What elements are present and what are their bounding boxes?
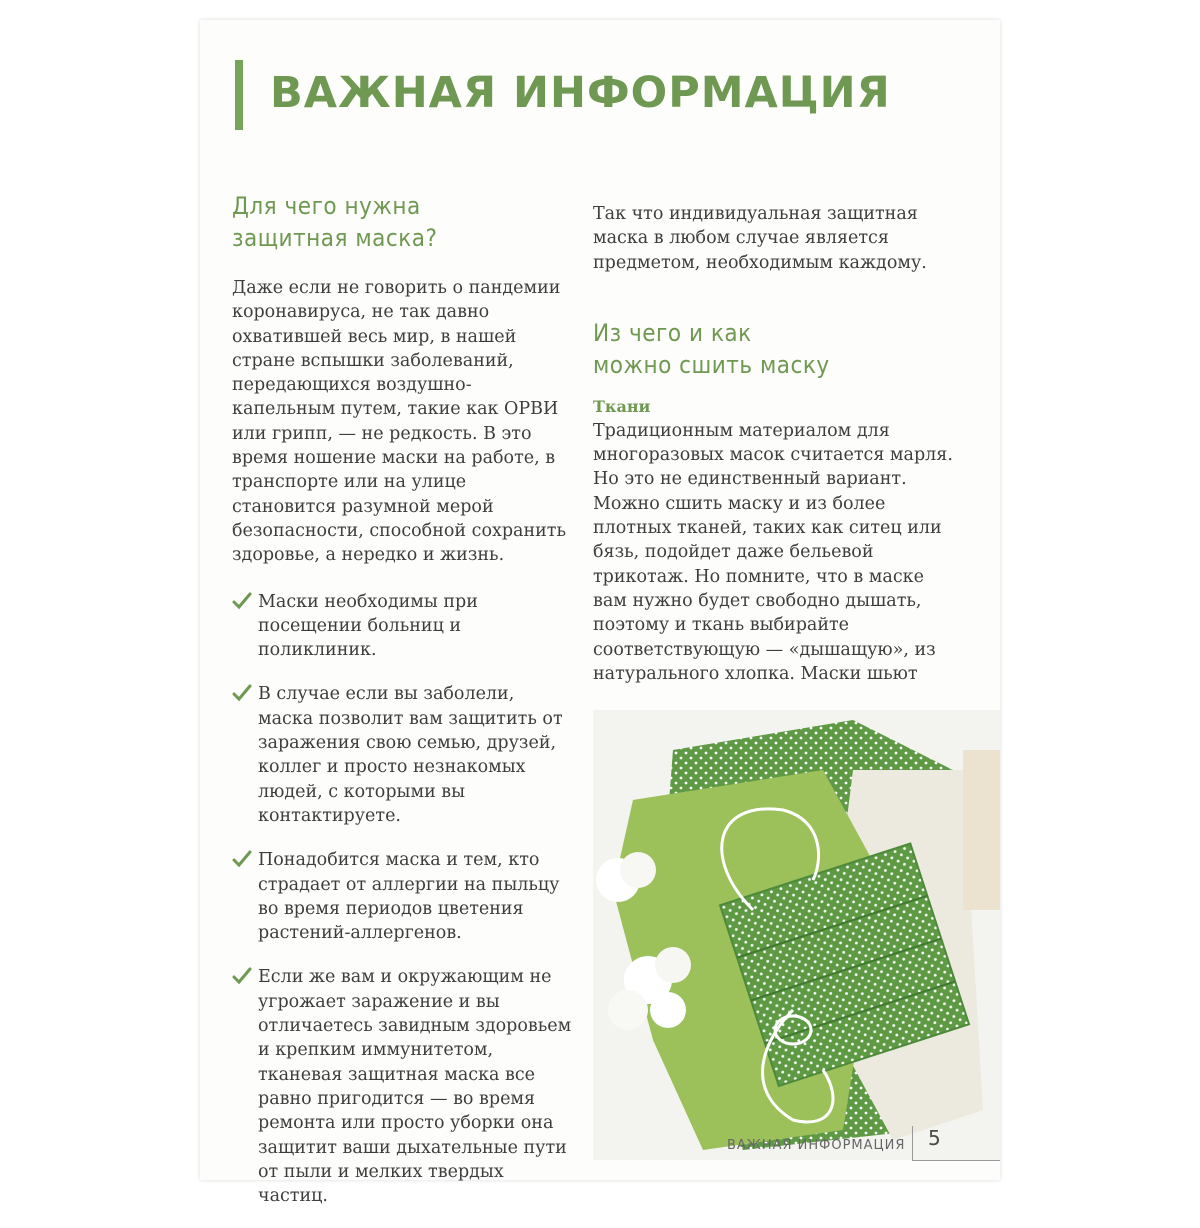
bullet-text: Маски необходимы при посещении больниц и поликлиник. xyxy=(258,591,478,661)
heading-line: Из чего и как xyxy=(593,318,752,347)
section-heading-how-to-sew xyxy=(593,317,953,381)
heading-line: Для чего нужна xyxy=(232,192,421,220)
heading-line: защитная маска? xyxy=(232,224,438,252)
heading-line: можно сшить маску xyxy=(593,350,830,379)
footer-rule xyxy=(912,1160,1000,1161)
bullet-text: В случае если вы заболели, маска позволит вам защитить от заражения свою семью, друзей, коллег и просто незнакомых людей, с которыми вы контактируете. xyxy=(258,684,563,826)
checkmark-icon xyxy=(232,683,252,703)
bullet-item xyxy=(232,590,572,663)
bullet-item xyxy=(232,965,572,1208)
checkmark-icon xyxy=(232,966,252,986)
checkmark-icon xyxy=(232,591,252,611)
running-footer: ВАЖНАЯ ИНФОРМАЦИЯ xyxy=(727,1138,906,1153)
bullet-text: Понадобится маска и тем, кто страдает от аллергии на пыльцу во время периодов цветения растений-аллергенов. xyxy=(258,850,560,944)
book-page xyxy=(200,20,1000,1207)
subheading-fabrics: Ткани xyxy=(593,396,651,416)
bullet-item xyxy=(232,682,572,828)
section-heading-why-mask xyxy=(232,190,572,254)
footer-divider xyxy=(912,1126,913,1160)
bullet-item xyxy=(232,848,572,945)
fabric-mask-photo xyxy=(593,710,1000,1160)
left-column xyxy=(232,190,572,1228)
title-accent-bar xyxy=(235,60,243,130)
page-title: ВАЖНАЯ ИНФОРМАЦИЯ xyxy=(270,68,891,118)
bullet-list xyxy=(232,590,572,1209)
fabrics-paragraph: Традиционным материалом для многоразовых масок считается марля. Но это не единственный вариант. Можно сшить маску и из более плотных тканей, таких как ситец или бязь, подойдет даже бельевой трикотаж. Но помните, что в маске вам нужно будет свободно дышать, поэтому и ткань выбирайте соответствующую — «дышащую», из натурального хлопка. Маски шьют xyxy=(593,420,953,684)
continuation-paragraph: Так что индивидуальная защитная маска в любом случае является предметом, необходимым каждому. xyxy=(593,204,927,273)
bullet-text: Если же вам и окружающим не угрожает заражение и вы отличаетесь завидным здоровьем и крепким иммунитетом, тканевая защитная маска все равно пригодится — во время ремонта или просто уборки она защитит ваши дыхательные пути от пыли и мелких твердых частиц. xyxy=(258,967,572,1207)
checkmark-icon xyxy=(232,849,252,869)
right-column xyxy=(593,202,953,686)
intro-paragraph: Даже если не говорить о пандемии коронавируса, не так давно охватившей весь мир, в нашей стране вспышки заболеваний, передающихся воздушно-капельным путем, такие как ОРВИ или грипп, — не редкость. В это время ношение маски на работе, в транспорте или на улице становится разумной мерой безопасности, способной сохранить здоровье, а нередко и жизнь. xyxy=(232,278,567,566)
page-number: 5 xyxy=(928,1126,941,1150)
